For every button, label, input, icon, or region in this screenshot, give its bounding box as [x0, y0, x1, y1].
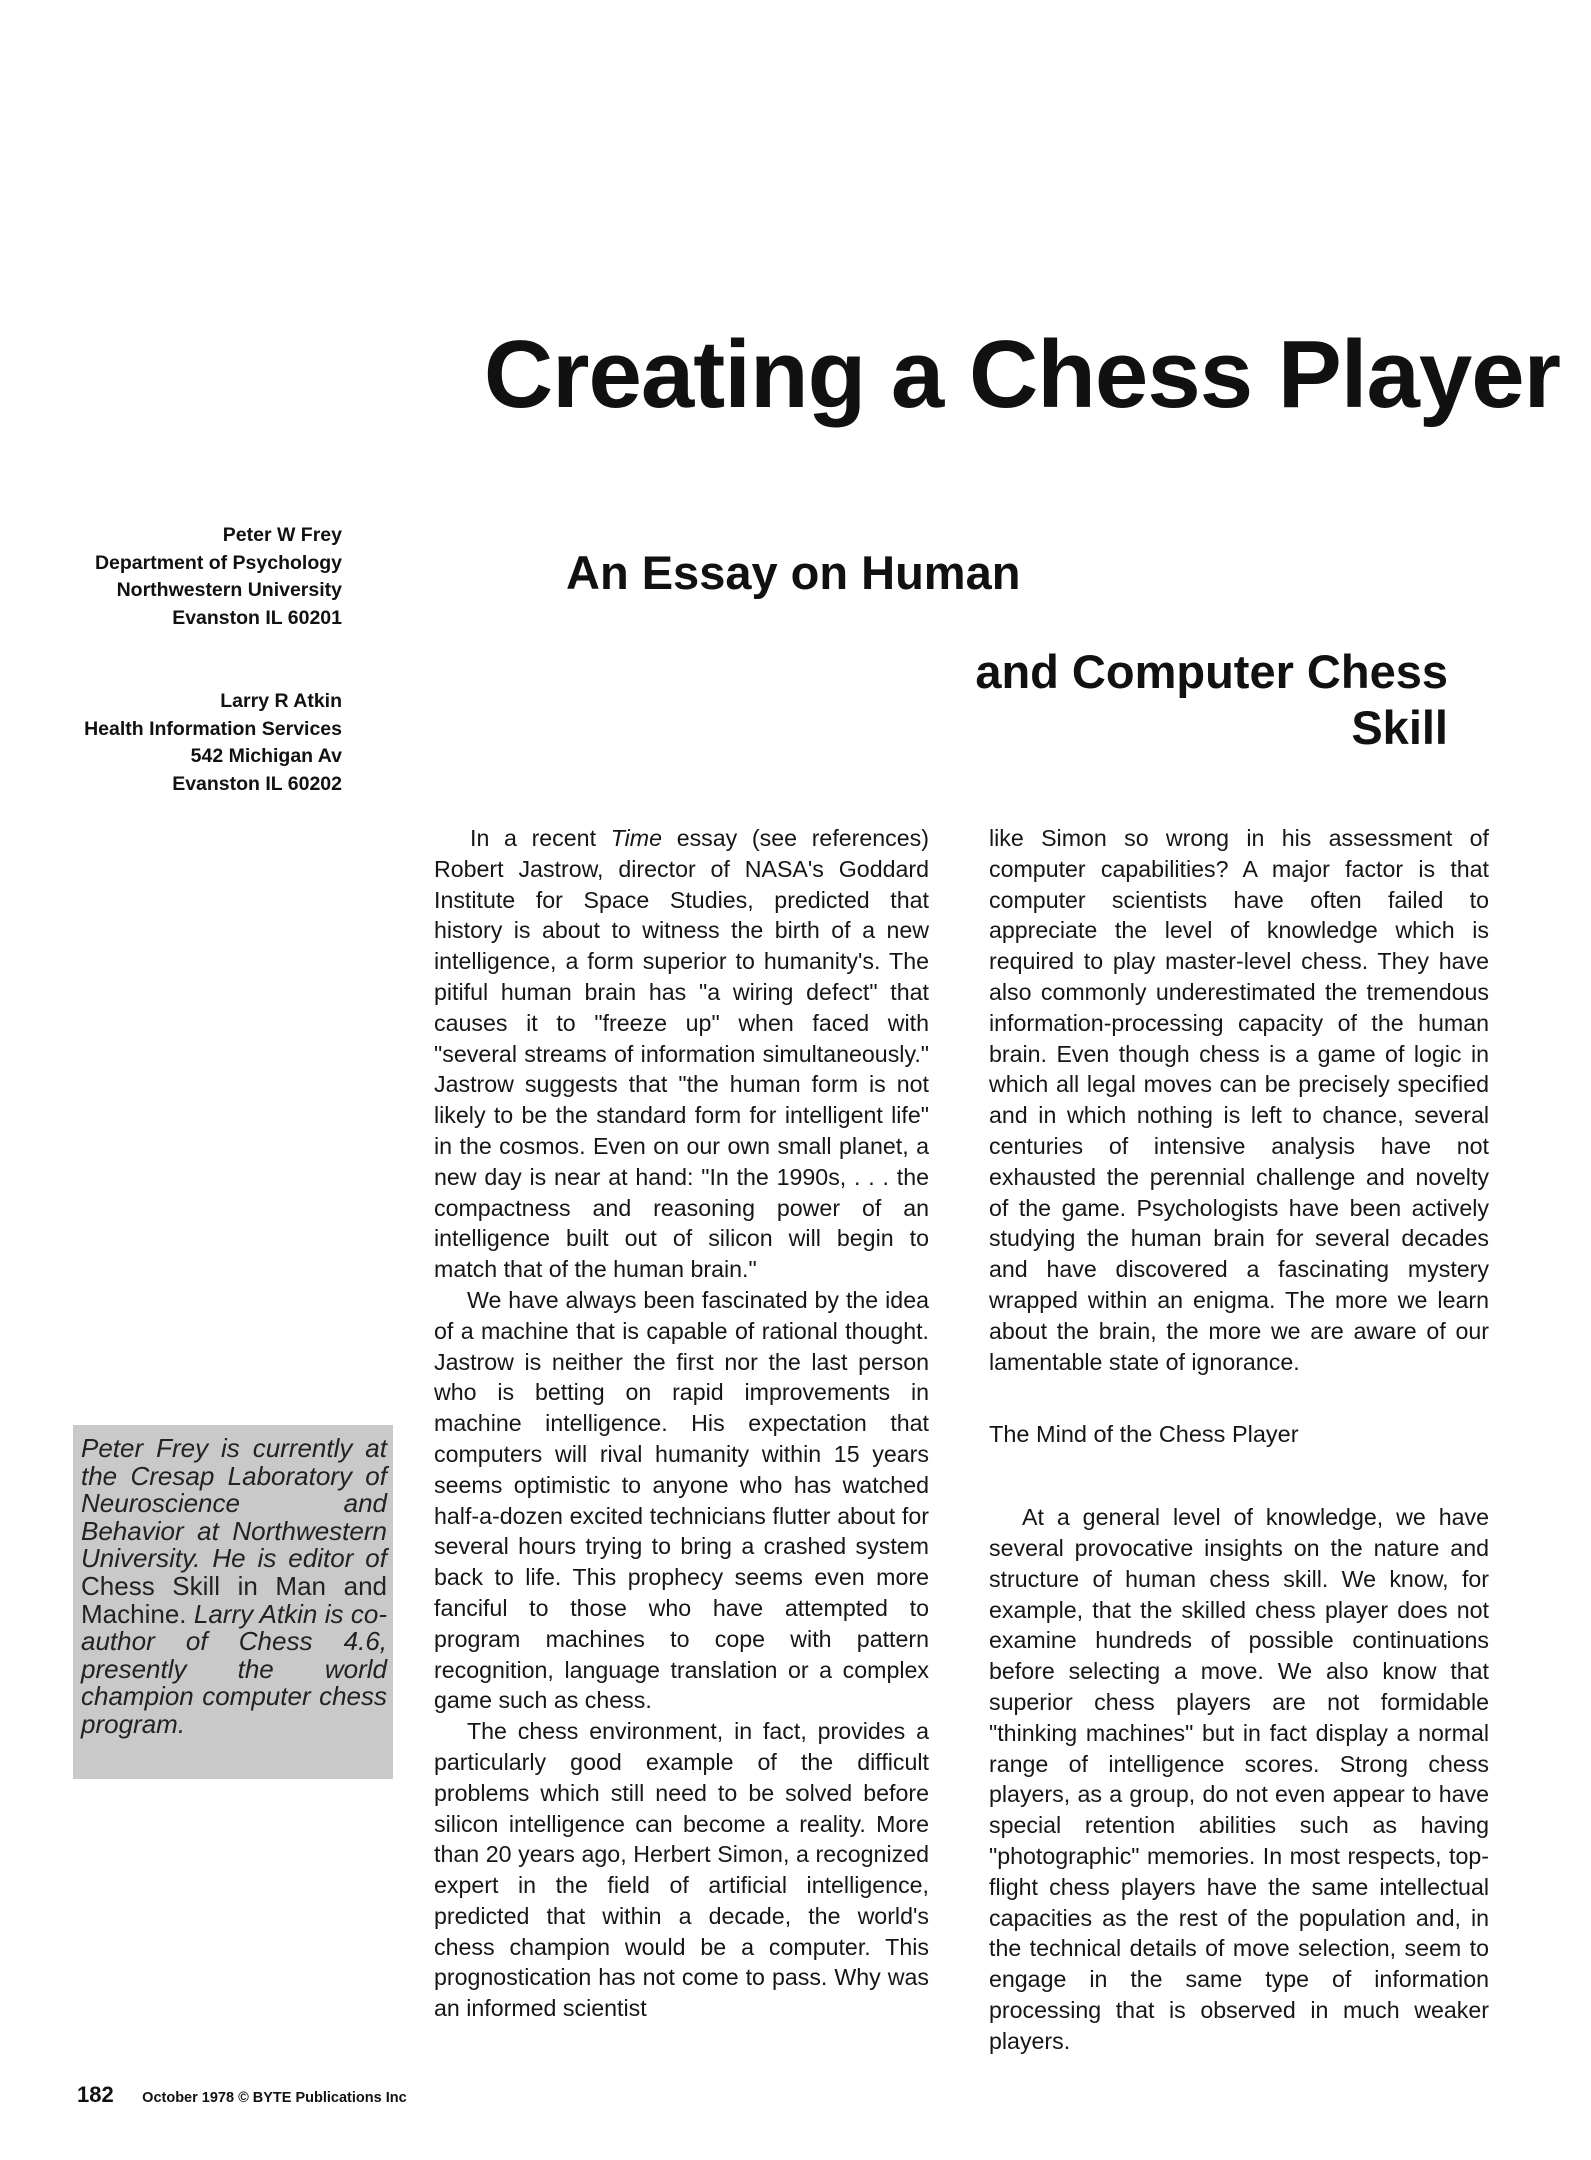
bio-book-title: Chess Skill in Man and Machine.: [81, 1570, 387, 1629]
page-number: 182: [77, 2082, 114, 2107]
author-name: Peter W Frey: [222, 524, 342, 546]
body-column-right: [989, 823, 1489, 2056]
author-bio-box: [73, 1425, 393, 1779]
bio-text-part1: Peter Frey is currently at the Cresap Laboratory of Neuroscience and Behavior at Northwestern University. He is editor of: [81, 1433, 387, 1574]
author-block-frey: [40, 522, 342, 632]
body-paragraph: [434, 823, 929, 1285]
paragraph-text: essay (see references) Robert Jastrow, director of NASA's Goddard Institute for Space Studies, predicted that history is about to witness the birth of a new intelligence, a form superior to humanity's. The pitiful human brain has "a wiring defect" that causes it to "freeze up" when faced with "several streams of information simultaneously." Jastrow suggests that "the human form is not likely to be the standard form for intelligent life" in the cosmos. Even on our own small planet, a new day is near at hand: "In the 1990s, . . . the compactness and reasoning power of an intelligence built out of silicon will begin to match that of the human brain.": [434, 825, 929, 1283]
author-department: Department of Psychology: [94, 551, 342, 574]
author-organization: Northwestern University: [116, 579, 342, 601]
author-address: 542 Michigan Av: [190, 745, 342, 767]
body-paragraph: At a general level of knowledge, we have several provocative insights on the nature and structure of human chess skill. We know, for example, that the skilled chess player does not examine hundreds of possible continuations before selecting a move. We also know that superior chess players are not formidable "thinking machines" but in fact display a normal range of intelligence scores. Strong chess players, as a group, do not even appear to have special retention abilities such as having "photographic" memories. In most respects, top-flight chess players have the same intellectual capacities as the rest of the population and, in the technical details of move selection, seem to engage in the same type of information processing that is observed in much weaker players.: [989, 1504, 1489, 2054]
author-city: Evanston IL 60201: [172, 606, 342, 629]
body-paragraph-continued: like Simon so wrong in his assessment of computer capabilities? A major factor is that computer scientists have often failed to appreciate the level of knowledge which is required to play master-level chess. They have also commonly underestimated the tremendous information-processing capacity of the human brain. Even though chess is a game of logic in which all legal moves can be precisely specified and in which nothing is left to chance, several centuries of intensive analysis have not exhausted the perennial challenge and novelty of the game. Psychologists have been actively studying the human brain for several decades and have discovered a fascinating mystery wrapped within an enigma. The more we learn about the brain, the more we are aware of our lamentable state of ignorance.: [989, 825, 1489, 1375]
body-paragraph: The chess environment, in fact, provides a particularly good example of the difficult problems which still need to be solved before silicon intelligence can become a reality. More than 20 years ago, Herbert Simon, a recognized expert in the field of artificial intelligence, predicted that within a decade, the world's chess champion would be a computer. This prognostication has not come to pass. Why was an informed scientist: [434, 1718, 929, 2022]
body-column-left: [434, 823, 929, 2024]
section-heading: The Mind of the Chess Player: [989, 1421, 1299, 1448]
author-block-atkin: [40, 688, 342, 798]
body-paragraph: We have always been fascinated by the idea of a machine that is capable of rational thought. Jastrow is neither the first nor the last person who is betting on rapid improvements in machine intelligence. His expectation that computers will rival humanity within 15 years seems optimistic to anyone who has watched half-a-dozen excited technicians flutter about for several hours trying to bring a crashed system back to life. This prophecy seems even more fanciful to those who have attempted to program machines to cope with pattern recognition, language translation or a complex game such as chess.: [434, 1286, 929, 1714]
article-subtitle-line2: and Computer Chess Skill: [975, 645, 1448, 754]
article-subtitle-line1: An Essay on Human: [566, 546, 1021, 599]
magazine-title: Time: [610, 825, 663, 851]
page-footer: [77, 2082, 407, 2108]
article-title: Creating a Chess Player: [483, 321, 1560, 428]
paragraph-text: In a recent: [470, 825, 597, 851]
author-name: Larry R Atkin: [220, 690, 342, 712]
publication-credit: October 1978 © BYTE Publications Inc: [142, 2090, 407, 2106]
author-department: Health Information Services: [84, 717, 342, 740]
bio-text-part2: Larry Atkin is co-author of Chess 4.6, presently the world champion computer chess program.: [81, 1598, 387, 1739]
author-city: Evanston IL 60202: [172, 772, 342, 795]
